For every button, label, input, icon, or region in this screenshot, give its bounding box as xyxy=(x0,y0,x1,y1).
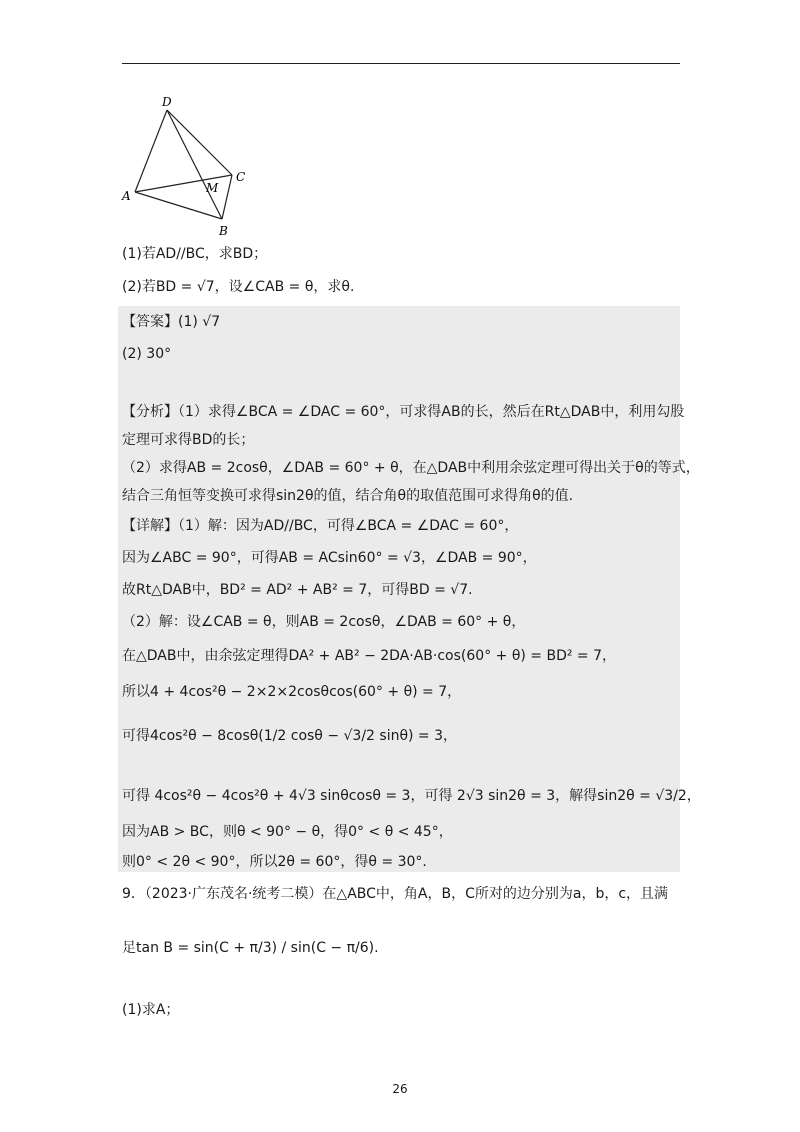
answer-line-2: (2) 30° xyxy=(122,346,172,362)
point-label-m: M xyxy=(206,181,219,195)
analysis-line-2: 定理可求得BD的长； xyxy=(122,432,255,448)
detail-line-10: 则0° < 2θ < 90°，所以2θ = 60°，得θ = 30°. xyxy=(122,854,427,870)
analysis-line-1: 【分析】（1）求得∠BCA = ∠DAC = 60°，可求得AB的长，然后在Rt△DAB中，利用勾股 xyxy=(122,404,685,420)
header-rule xyxy=(122,63,680,64)
detail-line-3: 故Rt△DAB中，BD² = AD² + AB² = 7，可得BD = √7. xyxy=(122,582,473,598)
answer-line-1: 【答案】(1) √7 xyxy=(122,314,221,330)
vertex-label-c: C xyxy=(236,170,246,184)
detail-line-7: 可得4cos²θ − 8cosθ(1/2 cosθ − √3/2 sinθ) = 3， xyxy=(122,728,458,744)
detail-line-5: 在△DAB中，由余弦定理得DA² + AB² − 2DA·AB·cos(60° + θ) = BD² = 7， xyxy=(122,648,617,664)
detail-line-6: 所以4 + 4cos²θ − 2×2×2cosθcos(60° + θ) = 7， xyxy=(122,684,462,700)
problem8-question-2: (2)若BD = √7，设∠CAB = θ，求θ. xyxy=(122,279,355,295)
analysis-line-3: （2）求得AB = 2cosθ，∠DAB = 60° + θ，在△DAB中利用余弦定理可得出关于θ的等式， xyxy=(122,460,700,476)
problem9-question-1: (1)求A； xyxy=(122,1002,180,1018)
vertex-label-a: A xyxy=(122,189,131,203)
tetrahedron-figure xyxy=(116,92,266,242)
problem9-stem-line-2: 足tan B = sin(C + π/3) / sin(C − π/6). xyxy=(122,940,379,956)
detail-line-4: （2）解：设∠CAB = θ，则AB = 2cosθ，∠DAB = 60° + θ， xyxy=(122,614,526,630)
vertex-label-d: D xyxy=(162,95,172,109)
page-number: 26 xyxy=(392,1082,408,1096)
vertex-label-b: B xyxy=(219,224,228,238)
problem9-stem-line-1: 9．（2023·广东茂名·统考二模）在△ABC中，角A，B，C所对的边分别为a，b，c，且满 xyxy=(122,886,669,902)
detail-line-2: 因为∠ABC = 90°，可得AB = ACsin60° = √3，∠DAB = 90°， xyxy=(122,550,537,566)
detail-line-9: 因为AB > BC，则θ < 90° − θ，得0° < θ < 45°， xyxy=(122,824,453,840)
detail-line-8: 可得 4cos²θ − 4cos²θ + 4√3 sinθcosθ = 3，可得 2√3 sin2θ = 3，解得sin2θ = √3/2， xyxy=(122,788,701,804)
detail-line-1: 【详解】（1）解：因为AD//BC，可得∠BCA = ∠DAC = 60°， xyxy=(122,518,519,534)
problem8-question-1: (1)若AD//BC，求BD； xyxy=(122,246,268,262)
analysis-line-4: 结合三角恒等变换可求得sin2θ的值，结合角θ的取值范围可求得角θ的值. xyxy=(122,488,574,504)
